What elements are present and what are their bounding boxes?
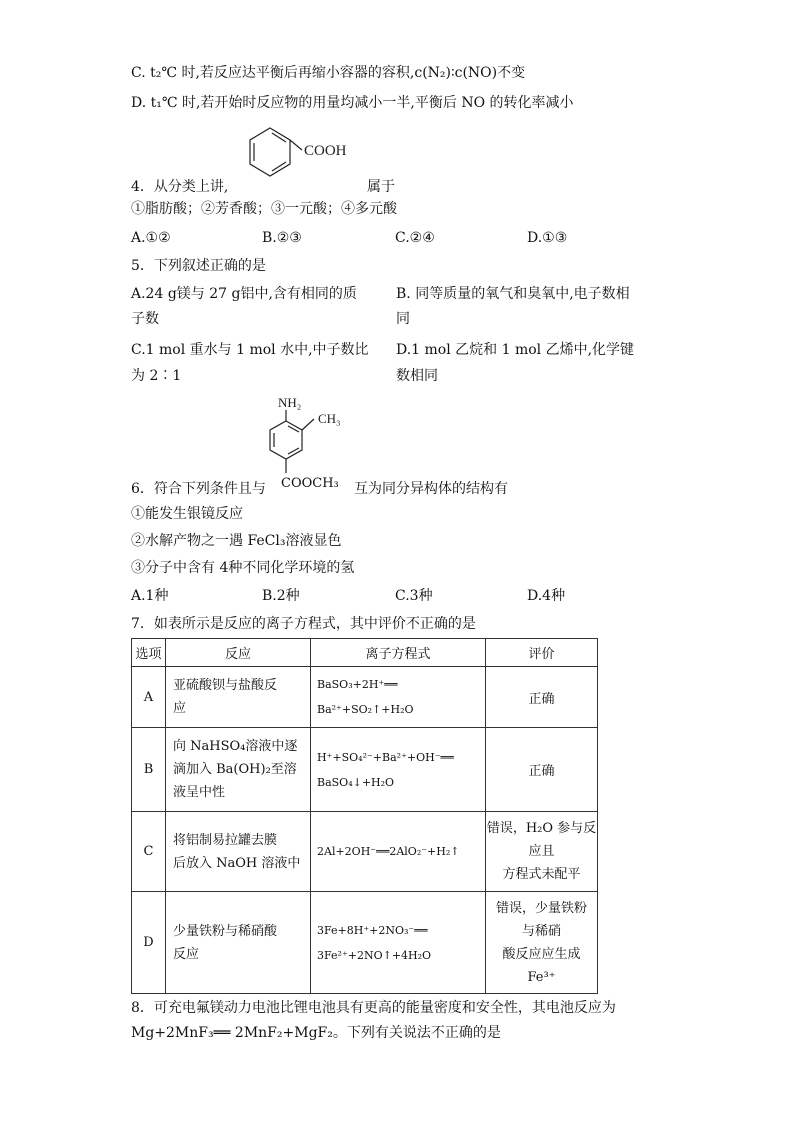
row-reaction	[166, 667, 311, 728]
row-evaluation: 正确	[486, 728, 598, 812]
q4-stem-after: 属于	[367, 179, 395, 195]
row-reaction	[166, 812, 311, 892]
table-row	[132, 728, 598, 812]
evaluation-line: 方程式未配平	[502, 867, 581, 882]
reaction-line: 少量铁粉与稀硝酸	[173, 923, 278, 939]
row-reaction	[166, 728, 311, 812]
q3-option-c: C. t₂℃ 时,若反应达平衡后再缩小容器的容积,c(N₂)∶c(NO)不变	[131, 65, 526, 81]
q4-option-d: D.①③	[527, 230, 568, 246]
table-row	[132, 812, 598, 892]
q6-condition-1: ①能发生银镜反应	[131, 506, 243, 522]
row-option: B	[132, 728, 166, 812]
q5-option-b-line2: 同	[396, 311, 410, 327]
q6-option-c: C.3种	[395, 588, 433, 604]
q5-option-d-line1: D.1 mol 乙烷和 1 mol 乙烯中,化学键	[396, 342, 635, 358]
q4-stem-before: 4．从分类上讲,	[131, 179, 229, 195]
q6-stem-before: 6．符合下列条件且与	[131, 481, 266, 497]
evaluation-line: Fe³⁺	[527, 969, 556, 985]
row-evaluation: 正确	[486, 667, 598, 728]
q5-stem: 5．下列叙述正确的是	[131, 258, 266, 274]
q8-stem-line2: Mg+2MnF₃══ 2MnF₂+MgF₂。下列有关说法不正确的是	[131, 1025, 501, 1041]
ch3-label: CH₃	[318, 411, 341, 426]
q6-condition-2: ②水解产物之一遇 FeCl₃溶液显色	[131, 533, 342, 549]
header-evaluation: 评价	[486, 639, 598, 667]
reaction-line: 应	[173, 701, 187, 716]
header-reaction: 反应	[166, 639, 311, 667]
reaction-line: 向 NaHSO₄溶液中逐	[173, 739, 298, 754]
q5-option-a-line2: 子数	[131, 311, 159, 327]
cooch3-label: COOCH₃	[281, 476, 339, 491]
row-equation	[311, 728, 486, 812]
header-equation: 离子方程式	[311, 639, 486, 667]
q5-option-c-line2: 为 2∶1	[131, 368, 182, 384]
row-option: D	[132, 892, 166, 994]
q6-stem-after: 互为同分异构体的结构有	[354, 481, 508, 497]
row-option: A	[132, 667, 166, 728]
reaction-line: 亚硫酸钡与盐酸反	[173, 678, 278, 693]
q5-option-c-line1: C.1 mol 重水与 1 mol 水中,中子数比	[131, 342, 369, 358]
row-evaluation	[486, 892, 598, 994]
equation-line: 2Al+2OH⁻══2AlO₂⁻+H₂↑	[317, 845, 460, 858]
q3-option-d: D. t₁℃ 时,若开始时反应物的用量均减小一半,平衡后 NO 的转化率减小	[131, 95, 574, 111]
reaction-line: 滴加入 Ba(OH)₂至溶	[173, 762, 297, 777]
table-row	[132, 667, 598, 728]
q4-option-c: C.②④	[395, 230, 435, 246]
row-equation	[311, 892, 486, 994]
equation-line: BaSO₄↓+H₂O	[317, 775, 395, 789]
q4-option-b: B.②③	[262, 230, 302, 246]
evaluation-line: 错误，H₂O 参与反	[486, 821, 597, 836]
evaluation-line: 错误，少量铁粉	[495, 900, 587, 916]
q6-condition-3: ③分子中含有 4种不同化学环境的氢	[131, 560, 355, 576]
reaction-line: 液呈中性	[173, 785, 226, 800]
q4-option-a: A.①②	[131, 230, 171, 246]
header-option: 选项	[132, 639, 166, 667]
row-reaction	[166, 892, 311, 994]
cooh-label: COOH	[304, 143, 347, 159]
row-equation	[311, 667, 486, 728]
equation-line: Ba²⁺+SO₂↑+H₂O	[317, 703, 414, 716]
evaluation-line: 酸反应应生成	[502, 946, 581, 962]
evaluation-line: 应且	[528, 844, 555, 859]
q5-option-a-line1: A.24 g镁与 27 g铝中,含有相同的质	[131, 286, 357, 302]
reaction-line: 后放入 NaOH 溶液中	[173, 855, 301, 871]
equation-line: 3Fe²⁺+2NO↑+4H₂O	[317, 948, 432, 962]
benzoic-acid-structure	[238, 124, 368, 192]
reaction-line: 反应	[173, 946, 200, 962]
table-header-row	[132, 639, 598, 667]
q6-option-d: D.4种	[527, 588, 566, 604]
nh2-label: NH₂	[278, 395, 302, 410]
q8-stem-line1: 8．可充电氟镁动力电池比锂电池具有更高的能量密度和安全性，其电池反应为	[131, 1000, 616, 1016]
evaluation-line: 与稀硝	[521, 923, 561, 939]
q5-option-b-line1: B. 同等质量的氧气和臭氧中,电子数相	[396, 286, 630, 302]
q5-option-d-line2: 数相同	[396, 368, 438, 384]
equation-line: BaSO₃+2H⁺══	[317, 678, 398, 691]
table-row	[132, 892, 598, 994]
row-evaluation	[486, 812, 598, 892]
q6-option-b: B.2种	[262, 588, 300, 604]
q7-stem: 7．如表所示是反应的离子方程式，其中评价不正确的是	[131, 616, 476, 632]
row-option: C	[132, 812, 166, 892]
q6-option-a: A.1种	[131, 588, 169, 604]
q4-items: ①脂肪酸；②芳香酸；③一元酸；④多元酸	[131, 201, 397, 217]
reaction-line: 将铝制易拉罐去膜	[173, 832, 278, 848]
equation-line: H⁺+SO₄²⁻+Ba²⁺+OH⁻══	[317, 750, 454, 764]
equation-line: 3Fe+8H⁺+2NO₃⁻══	[317, 923, 428, 937]
row-equation	[311, 812, 486, 892]
q7-table	[131, 638, 598, 994]
